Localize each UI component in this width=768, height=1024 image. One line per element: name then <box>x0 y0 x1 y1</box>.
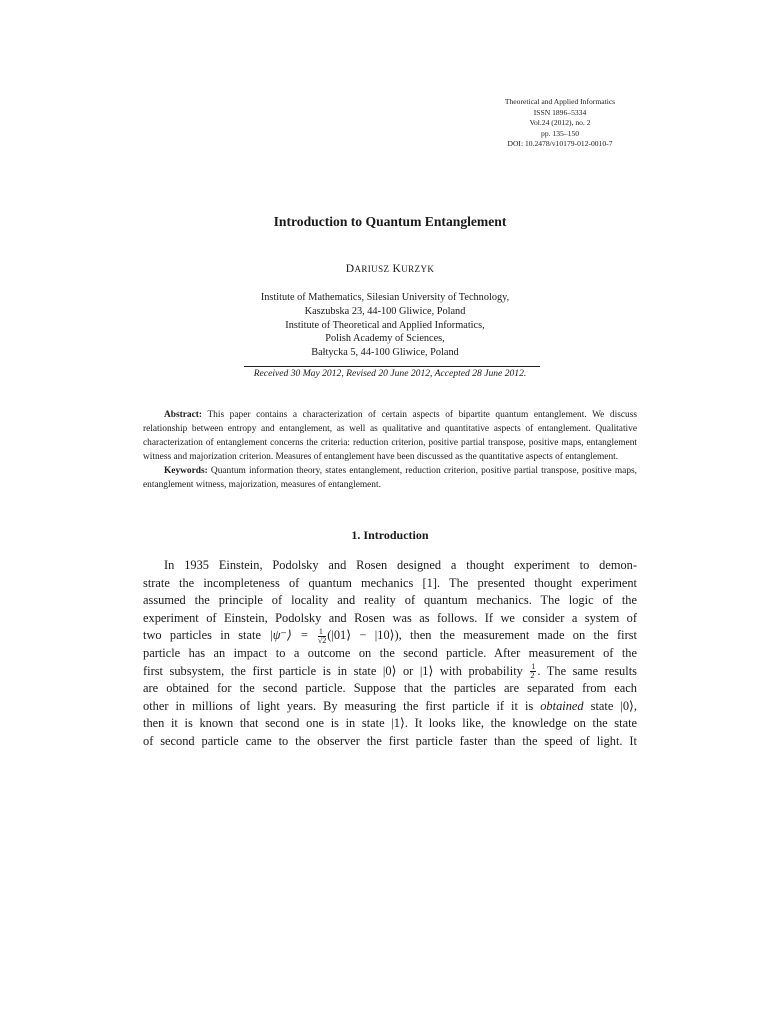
ket-zero: |0⟩ <box>382 663 397 678</box>
fraction-denominator: √2 <box>317 636 327 646</box>
abstract-label: Abstract: <box>164 410 203 420</box>
ket-one: |1⟩ <box>391 716 405 731</box>
body-line: strate the incompleteness of quantum mechanics [1]. The presented thought experiment <box>143 575 637 590</box>
received-dates: Received 30 May 2012, Revised 20 June 2012, Accepted 28 June 2012. <box>253 368 527 379</box>
author-first-initial: D <box>345 263 355 275</box>
keywords-text: Quantum information theory, states entanglement, reduction criterion, positive partial transpose, positive maps, entanglement witness, majorization, measures of entanglement. <box>143 466 637 491</box>
abstract-paragraph <box>143 408 637 464</box>
body-line <box>143 715 637 733</box>
author-name <box>0 263 768 275</box>
journal-name: Theoretical and Applied Informatics <box>504 97 616 106</box>
journal-volume: Vol.24 (2012), no. 2 <box>529 118 591 128</box>
body-fragment: other in millions of light years. By measuring the first particle if it is <box>143 698 534 713</box>
divider-rule <box>244 366 540 367</box>
affiliation-line: Kaszubska 23, 44-100 Gliwice, Poland <box>304 305 466 317</box>
affiliation-line: Institute of Mathematics, Silesian University of Technology, <box>260 292 510 303</box>
affiliations <box>230 291 540 360</box>
affiliation-line: Polish Academy of Sciences, <box>325 333 445 345</box>
abstract-text: This paper contains a characterization of certain aspects of bipartite quantum entanglement. We discuss relationship between entropy and entanglement, as well as qualitative and quantitative aspects of entanglement. Qualitative characterization of entanglement concerns the criteria: reduction criterion, positive partial transpose, positive maps, entanglement witness and majorization criterion. Measures of entanglement have been discussed as the quantitative aspects of entanglement. <box>143 410 637 463</box>
paper-title: Introduction to Quantum Entanglement <box>273 214 507 229</box>
fraction-denominator: 2 <box>530 671 535 681</box>
bell-state-expression: (|01⟩ − |10⟩) <box>327 628 399 643</box>
fraction-numerator: 1 <box>531 662 536 672</box>
body-line: assumed the principle of locality and reality of quantum mechanics. The logic of the <box>143 593 637 608</box>
fraction-numerator: 1 <box>318 628 326 637</box>
body-fragment: with probability <box>439 663 523 678</box>
ket-zero: |0⟩, <box>620 698 637 713</box>
body-line <box>143 627 637 645</box>
body-line: experiment of Einstein, Podolsky and Rosen was as follows. If we consider a system of <box>143 610 637 625</box>
keywords-paragraph <box>143 464 637 492</box>
body-fragment: then it is known that second one is in state <box>143 716 385 731</box>
journal-header <box>470 97 650 150</box>
body-line: are obtained for the second particle. Suppose that the particles are separated from each <box>143 681 637 696</box>
body-fragment: first subsystem, the first particle is in state <box>143 663 377 678</box>
journal-pages: pp. 135–150 <box>541 128 579 138</box>
journal-issn: ISSN 1896–5334 <box>533 107 587 117</box>
section-heading: 1. Introduction <box>351 528 429 542</box>
body-line: In 1935 Einstein, Podolsky and Rosen designed a thought experiment to demon- <box>164 558 637 572</box>
fraction-one-over-root-two <box>318 628 326 645</box>
body-line: of second particle came to the observer the first particle faster than the speed of light. It <box>143 734 637 749</box>
body-fragment: . It looks like, the knowledge on the state <box>404 716 638 731</box>
affiliation-line: Institute of Theoretical and Applied Informatics, <box>285 319 485 331</box>
body-fragment: state <box>590 698 614 713</box>
body-fragment: or <box>402 663 414 678</box>
body-line <box>143 698 637 716</box>
body-fragment: . The same results <box>537 663 637 678</box>
journal-doi: DOI: 10.2478/v10179-012-0010-7 <box>507 139 613 149</box>
fraction-one-half <box>530 663 536 680</box>
author-last-initial: K <box>392 263 402 275</box>
emphasis-obtained: obtained <box>540 698 584 713</box>
ket-one: |1⟩ <box>419 663 434 678</box>
body-line <box>143 663 637 681</box>
abstract-block <box>143 408 637 493</box>
body-text <box>143 557 637 751</box>
keywords-label: Keywords: <box>164 466 208 477</box>
body-fragment: , then the measurement made on the first <box>398 628 637 643</box>
author-last-rest: URZYK <box>401 264 435 274</box>
affiliation-line: Bałtycka 5, 44-100 Gliwice, Poland <box>311 347 459 359</box>
author-first-rest: ARIUSZ <box>354 264 390 274</box>
state-psi-minus: |ψ⁻⟩ = <box>269 628 309 643</box>
body-fragment: two particles in state <box>143 628 261 643</box>
body-line: particle has an impact to a outcome on the second particle. After measurement of the <box>143 646 637 661</box>
